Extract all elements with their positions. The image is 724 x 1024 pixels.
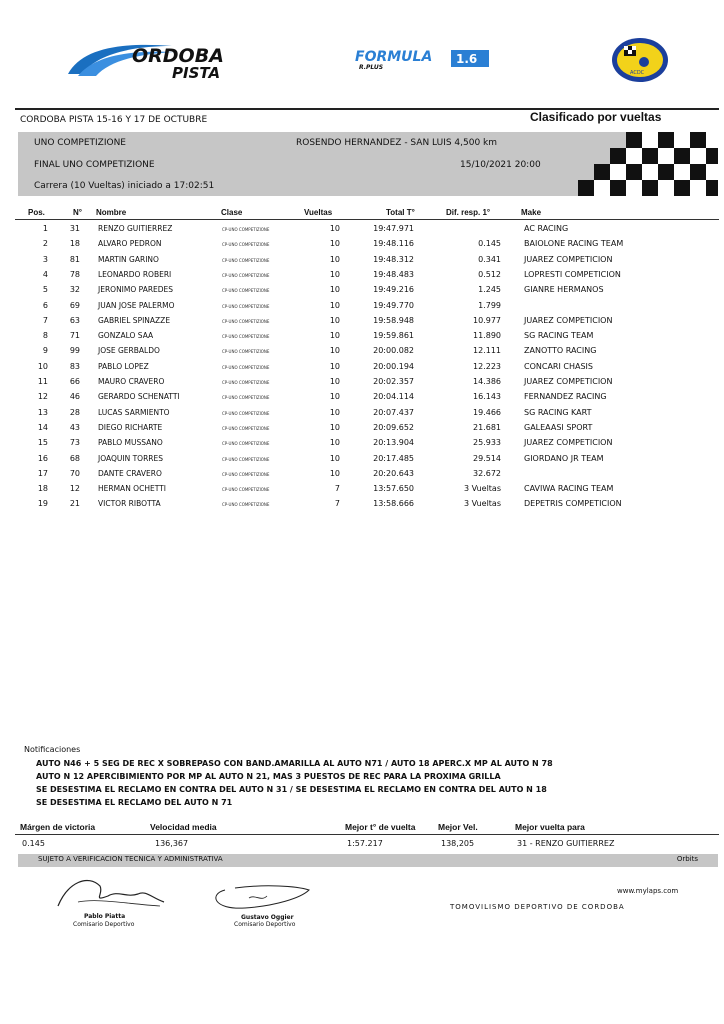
cell-dif: 1.799 bbox=[478, 300, 501, 310]
table-row bbox=[0, 454, 724, 469]
best-lap-label: Mejor vuelta para bbox=[515, 822, 585, 832]
cell-name: GABRIEL SPINAZZE bbox=[98, 315, 171, 325]
notification-line: AUTO N46 + 5 SEG DE REC X SOBREPASO CON BAND.AMARILLA AL AUTO N71 / AUTO 18 APERC.X MP AL AUTO N 78 bbox=[36, 759, 553, 768]
organizer-name: TOMOVILISMO DEPORTIVO DE CORDOBA bbox=[450, 903, 625, 911]
cell-clase: CP-UNO COMPETIZIONE bbox=[222, 487, 270, 493]
cell-dif: 11.890 bbox=[473, 331, 501, 341]
avg-speed-value: 136,367 bbox=[155, 839, 189, 848]
cell-make: JUAREZ COMPETICION bbox=[524, 438, 613, 448]
cell-no: 68 bbox=[69, 453, 80, 463]
cell-pos: 2 bbox=[42, 239, 48, 249]
table-row bbox=[0, 224, 724, 239]
cell-pos: 6 bbox=[42, 300, 48, 310]
signature-gustavo-oggier bbox=[205, 880, 315, 914]
flag-square bbox=[594, 180, 610, 196]
cell-total: 19:48.116 bbox=[373, 239, 414, 249]
cell-pos: 18 bbox=[37, 484, 48, 494]
formula-logo bbox=[355, 47, 495, 71]
cell-no: 18 bbox=[69, 239, 80, 249]
cell-clase: CP-UNO COMPETIZIONE bbox=[222, 502, 270, 508]
flag-square bbox=[658, 132, 674, 148]
orbits-brand: Orbits bbox=[676, 855, 698, 863]
cell-total: 13:58.666 bbox=[373, 499, 414, 509]
cell-vueltas: 10 bbox=[329, 377, 340, 386]
cell-no: 66 bbox=[69, 377, 80, 386]
cell-total: 20:00.082 bbox=[373, 346, 414, 356]
cell-name: JOSE GERBALDO bbox=[98, 346, 160, 356]
svg-text:R.PLUS: R.PLUS bbox=[359, 64, 384, 71]
avg-speed-label: Velocidad media bbox=[150, 822, 217, 832]
event-title: CORDOBA PISTA 15-16 Y 17 DE OCTUBRE bbox=[20, 115, 208, 125]
cell-make: GIORDANO JR TEAM bbox=[524, 453, 604, 463]
cell-name: HERMAN OCHETTI bbox=[98, 484, 166, 494]
cell-name: JUAN JOSE PALERMO bbox=[98, 300, 175, 310]
cell-vueltas: 10 bbox=[329, 269, 340, 279]
flag-square bbox=[706, 132, 718, 148]
cell-pos: 8 bbox=[42, 331, 48, 341]
flag-square bbox=[626, 164, 642, 180]
flag-square bbox=[674, 148, 690, 164]
best-speed-label: Mejor Vel. bbox=[438, 822, 478, 832]
flag-square bbox=[674, 164, 690, 180]
flag-square bbox=[658, 148, 674, 164]
logo-center-text: FORMULA R.PLUS 1.6 bbox=[355, 47, 366, 48]
cell-clase: CP-UNO COMPETIZIONE bbox=[222, 471, 270, 477]
cell-clase: CP-UNO COMPETIZIONE bbox=[222, 303, 270, 309]
col-no-header: N° bbox=[73, 208, 82, 217]
table-row bbox=[0, 255, 724, 270]
logo-left-text: CORDOBA PISTA bbox=[62, 40, 71, 41]
cell-make: SG RACING TEAM bbox=[524, 331, 594, 341]
cell-clase: CP-UNO COMPETIZIONE bbox=[222, 318, 270, 324]
cell-name: VICTOR RIBOTTA bbox=[98, 499, 161, 509]
cell-clase: CP-UNO COMPETIZIONE bbox=[222, 364, 270, 370]
cell-dif: 1.245 bbox=[478, 285, 501, 295]
flag-square bbox=[626, 180, 642, 196]
table-row bbox=[0, 408, 724, 423]
flag-square bbox=[642, 180, 658, 196]
cell-vueltas: 10 bbox=[329, 468, 340, 478]
flag-square bbox=[690, 132, 706, 148]
best-lap-time-label: Mejor t° de vuelta bbox=[345, 822, 416, 832]
cell-dif: 3 Vueltas bbox=[464, 484, 501, 494]
cell-dif: 0.512 bbox=[478, 269, 501, 279]
flag-square bbox=[578, 180, 594, 196]
cell-name: MARTIN GARINO bbox=[98, 254, 159, 264]
cell-dif: 12.223 bbox=[473, 361, 501, 371]
flag-square bbox=[610, 148, 626, 164]
cell-total: 20:09.652 bbox=[373, 422, 414, 432]
cell-vueltas: 10 bbox=[329, 315, 340, 325]
notification-line: AUTO N 12 APERCIBIMIENTO POR MP AL AUTO N 21, MAS 3 PUESTOS DE REC PARA LA PROXIMA GRILLA bbox=[36, 772, 501, 781]
cell-total: 19:58.948 bbox=[373, 315, 414, 325]
cell-vueltas: 7 bbox=[334, 499, 340, 509]
cell-pos: 17 bbox=[37, 468, 48, 478]
cell-clase: CP-UNO COMPETIZIONE bbox=[222, 227, 270, 232]
session-name: FINAL UNO COMPETIZIONE bbox=[34, 160, 155, 170]
flag-square bbox=[706, 180, 718, 196]
cell-pos: 12 bbox=[37, 392, 48, 402]
flag-square bbox=[690, 164, 706, 180]
cell-dif: 21.681 bbox=[473, 422, 501, 432]
cell-name: PABLO MUSSANO bbox=[98, 438, 163, 448]
cell-pos: 14 bbox=[37, 422, 48, 432]
best-speed-value: 138,205 bbox=[441, 839, 475, 848]
cell-name: GERARDO SCHENATTI bbox=[98, 392, 180, 402]
cell-dif: 12.111 bbox=[473, 346, 501, 356]
cell-make: GIANRE HERMANOS bbox=[524, 285, 604, 295]
cell-pos: 11 bbox=[37, 377, 48, 386]
col-pos-header: Pos. bbox=[28, 208, 45, 217]
cell-dif: 25.933 bbox=[473, 438, 501, 448]
cell-no: 21 bbox=[69, 499, 80, 509]
table-row bbox=[0, 438, 724, 453]
cell-name: DANTE CRAVERO bbox=[98, 468, 162, 478]
cell-vueltas: 10 bbox=[329, 361, 340, 371]
cell-pos: 5 bbox=[42, 285, 48, 295]
flag-square bbox=[706, 164, 718, 180]
cordoba-pista-logo bbox=[62, 40, 242, 82]
cell-make: AC RACING bbox=[524, 224, 569, 233]
flag-square bbox=[626, 148, 642, 164]
flag-square bbox=[642, 132, 658, 148]
report-title: Clasificado por vueltas bbox=[530, 110, 662, 124]
cell-no: 71 bbox=[69, 331, 80, 341]
cell-total: 20:20.643 bbox=[373, 468, 414, 478]
flag-square bbox=[706, 148, 718, 164]
col-make-header: Make bbox=[521, 208, 542, 217]
cell-no: 69 bbox=[69, 300, 80, 310]
cell-clase: CP-UNO COMPETIZIONE bbox=[222, 380, 270, 385]
cell-clase: CP-UNO COMPETIZIONE bbox=[222, 410, 270, 416]
svg-text:PISTA: PISTA bbox=[172, 64, 221, 82]
mylaps-website: www.mylaps.com bbox=[617, 887, 679, 895]
table-row bbox=[0, 423, 724, 438]
cell-clase: CP-UNO COMPETIZIONE bbox=[222, 425, 270, 431]
track-info: ROSENDO HERNANDEZ - SAN LUIS 4,500 km bbox=[296, 138, 498, 148]
cell-clase: CP-UNO COMPETIZIONE bbox=[222, 272, 270, 278]
table-row bbox=[0, 316, 724, 331]
col-total-header: Total T° bbox=[386, 208, 415, 217]
cell-name: JERONIMO PAREDES bbox=[98, 285, 174, 295]
class-name: UNO COMPETIZIONE bbox=[34, 138, 126, 148]
cell-clase: CP-UNO COMPETIZIONE bbox=[222, 441, 270, 447]
cell-total: 19:47.971 bbox=[373, 224, 414, 233]
table-row bbox=[0, 377, 724, 392]
cell-pos: 3 bbox=[42, 254, 48, 264]
sig1-role: Comisario Deportivo bbox=[73, 921, 135, 928]
cell-total: 13:57.650 bbox=[373, 484, 414, 494]
cell-pos: 1 bbox=[42, 224, 48, 233]
cell-pos: 13 bbox=[37, 407, 48, 417]
flag-square bbox=[674, 180, 690, 196]
cell-name: RENZO GUITIERREZ bbox=[98, 224, 173, 233]
table-row bbox=[0, 362, 724, 377]
cell-make: ZANOTTO RACING bbox=[524, 346, 597, 356]
flag-square bbox=[610, 180, 626, 196]
cell-name: LUCAS SARMIENTO bbox=[98, 407, 170, 417]
cell-total: 20:00.194 bbox=[373, 361, 414, 371]
cell-dif: 0.145 bbox=[478, 239, 501, 249]
margin-value: 0.145 bbox=[22, 839, 45, 848]
cell-total: 19:48.483 bbox=[373, 269, 414, 279]
notification-line: SE DESESTIMA EL RECLAMO EN CONTRA DEL AUTO N 31 / SE DESESTIMA EL RECLAMO EN CONTRA DEL AUTO N 18 bbox=[36, 785, 547, 794]
flag-square bbox=[674, 132, 690, 148]
cell-vueltas: 10 bbox=[329, 438, 340, 448]
cell-clase: CP-UNO COMPETIZIONE bbox=[222, 395, 270, 401]
cell-clase: CP-UNO COMPETIZIONE bbox=[222, 349, 270, 355]
table-row bbox=[0, 301, 724, 316]
cell-vueltas: 10 bbox=[329, 346, 340, 356]
cell-total: 19:48.312 bbox=[373, 254, 414, 264]
margin-label: Márgen de victoria bbox=[20, 822, 96, 832]
svg-text:FORMULA: FORMULA bbox=[355, 49, 433, 65]
cell-make: JUAREZ COMPETICION bbox=[524, 254, 613, 264]
table-row bbox=[0, 270, 724, 285]
cell-dif: 32.672 bbox=[473, 468, 501, 478]
table-row bbox=[0, 484, 724, 499]
cell-vueltas: 10 bbox=[329, 331, 340, 341]
cell-no: 28 bbox=[69, 407, 80, 417]
cell-vueltas: 10 bbox=[329, 392, 340, 402]
cell-clase: CP-UNO COMPETIZIONE bbox=[222, 242, 270, 248]
cell-total: 19:49.770 bbox=[373, 300, 414, 310]
race-info: Carrera (10 Vueltas) iniciado a 17:02:51 bbox=[34, 181, 215, 191]
cell-dif: 10.977 bbox=[473, 315, 501, 325]
cell-make: BAIOLONE RACING TEAM bbox=[524, 239, 624, 249]
session-datetime: 15/10/2021 20:00 bbox=[460, 160, 541, 170]
sig2-role: Comisario Deportivo bbox=[234, 921, 296, 928]
cell-dif: 14.386 bbox=[473, 377, 501, 386]
cell-dif: 29.514 bbox=[473, 453, 501, 463]
cell-no: 31 bbox=[69, 224, 80, 233]
cell-vueltas: 10 bbox=[329, 254, 340, 264]
cell-no: 73 bbox=[69, 438, 80, 448]
best-lap-value: 31 - RENZO GUITIERREZ bbox=[517, 839, 615, 848]
cell-name: LEONARDO ROBERI bbox=[98, 269, 172, 279]
cell-clase: CP-UNO COMPETIZIONE bbox=[222, 334, 270, 340]
footer-bar bbox=[18, 854, 718, 867]
cell-total: 19:59.861 bbox=[373, 331, 414, 341]
cell-pos: 4 bbox=[42, 269, 48, 279]
session-info-panel bbox=[18, 132, 718, 196]
cell-dif: 19.466 bbox=[473, 407, 501, 417]
cell-dif: 16.143 bbox=[473, 392, 501, 402]
cell-no: 70 bbox=[69, 468, 80, 478]
cell-no: 81 bbox=[69, 254, 80, 264]
cell-vueltas: 7 bbox=[334, 484, 340, 494]
cell-name: ALVARO PEDRON bbox=[98, 239, 162, 249]
sig1-name: Pablo Piatta bbox=[84, 913, 126, 920]
cell-vueltas: 10 bbox=[329, 224, 340, 233]
flag-square bbox=[690, 148, 706, 164]
flag-square bbox=[642, 164, 658, 180]
cell-pos: 9 bbox=[42, 346, 48, 356]
cell-pos: 7 bbox=[42, 315, 48, 325]
cell-total: 19:49.216 bbox=[373, 285, 414, 295]
cell-make: SG RACING KART bbox=[524, 407, 592, 417]
cell-make: DEPETRIS COMPETICION bbox=[524, 499, 622, 509]
col-name-header: Nombre bbox=[96, 208, 127, 217]
cell-make: CONCARI CHASIS bbox=[524, 361, 593, 371]
table-row bbox=[0, 346, 724, 361]
cell-name: GONZALO SAA bbox=[98, 331, 154, 341]
notifications-label: Notificaciones bbox=[24, 745, 81, 754]
table-header-divider bbox=[15, 219, 719, 220]
cell-no: 46 bbox=[69, 392, 80, 402]
table-row bbox=[0, 469, 724, 484]
cell-vueltas: 10 bbox=[329, 239, 340, 249]
col-clase-header: Clase bbox=[221, 208, 243, 217]
cell-name: PABLO LOPEZ bbox=[98, 361, 149, 371]
best-lap-time-value: 1:57.217 bbox=[347, 839, 383, 848]
cell-make: JUAREZ COMPETICION bbox=[524, 315, 613, 325]
cell-pos: 10 bbox=[37, 361, 48, 371]
cell-clase: CP-UNO COMPETIZIONE bbox=[222, 456, 270, 462]
cell-vueltas: 10 bbox=[329, 285, 340, 295]
col-dif-header: Dif. resp. 1° bbox=[446, 208, 491, 217]
table-row bbox=[0, 499, 724, 514]
cell-vueltas: 10 bbox=[329, 300, 340, 310]
verification-notice: SUJETO A VERIFICACION TECNICA Y ADMINISTRATIVA bbox=[38, 855, 223, 863]
logo-right-label: ACDC bbox=[630, 70, 645, 76]
svg-text:ORDOBA: ORDOBA bbox=[132, 45, 224, 67]
cell-no: 99 bbox=[69, 346, 80, 356]
table-row bbox=[0, 285, 724, 300]
cell-make: LOPRESTI COMPETICION bbox=[524, 269, 621, 279]
cell-no: 78 bbox=[69, 269, 80, 279]
signature-pablo-piatta bbox=[48, 872, 168, 912]
cell-make: GALEAASI SPORT bbox=[524, 422, 593, 432]
cell-pos: 16 bbox=[37, 453, 48, 463]
cell-name: DIEGO RICHARTE bbox=[98, 422, 163, 432]
summary-divider bbox=[15, 834, 719, 835]
flag-square bbox=[610, 164, 626, 180]
sig2-name: Gustavo Oggier bbox=[241, 914, 294, 921]
svg-text:1.6: 1.6 bbox=[456, 52, 478, 66]
cell-make: FERNANDEZ RACING bbox=[524, 392, 607, 402]
flag-square bbox=[642, 148, 658, 164]
table-row bbox=[0, 392, 724, 407]
table-row bbox=[0, 331, 724, 346]
cell-no: 63 bbox=[69, 315, 80, 325]
cell-vueltas: 10 bbox=[329, 422, 340, 432]
cell-name: MAURO CRAVERO bbox=[98, 377, 165, 386]
flag-square bbox=[626, 132, 642, 148]
flag-square bbox=[658, 180, 674, 196]
cell-make: CAVIWA RACING TEAM bbox=[524, 484, 614, 494]
cell-pos: 19 bbox=[37, 499, 48, 509]
cell-no: 83 bbox=[69, 361, 80, 371]
table-row bbox=[0, 239, 724, 254]
cell-total: 20:13.904 bbox=[373, 438, 414, 448]
cell-dif: 0.341 bbox=[478, 254, 501, 264]
cell-vueltas: 10 bbox=[329, 453, 340, 463]
cell-total: 20:07.437 bbox=[373, 407, 414, 417]
notification-line: SE DESESTIMA EL RECLAMO DEL AUTO N 71 bbox=[36, 798, 233, 807]
cell-name: JOAQUIN TORRES bbox=[98, 453, 163, 463]
cell-dif: 3 Vueltas bbox=[464, 499, 501, 509]
cell-vueltas: 10 bbox=[329, 407, 340, 417]
flag-square bbox=[690, 180, 706, 196]
cell-make: JUAREZ COMPETICION bbox=[524, 377, 613, 386]
cell-no: 43 bbox=[69, 422, 80, 432]
cell-total: 20:17.485 bbox=[373, 453, 414, 463]
col-vueltas-header: Vueltas bbox=[304, 208, 333, 217]
cell-no: 12 bbox=[69, 484, 80, 494]
cell-total: 20:04.114 bbox=[373, 392, 414, 402]
checkered-flag-graphic bbox=[570, 132, 718, 196]
flag-square bbox=[658, 164, 674, 180]
flag-square bbox=[594, 164, 610, 180]
cell-no: 32 bbox=[69, 285, 80, 295]
acdc-emblem-logo bbox=[610, 36, 670, 84]
cell-clase: CP-UNO COMPETIZIONE bbox=[222, 288, 270, 294]
cell-total: 20:02.357 bbox=[373, 377, 414, 386]
cell-clase: CP-UNO COMPETIZIONE bbox=[222, 257, 270, 263]
cell-pos: 15 bbox=[37, 438, 48, 448]
